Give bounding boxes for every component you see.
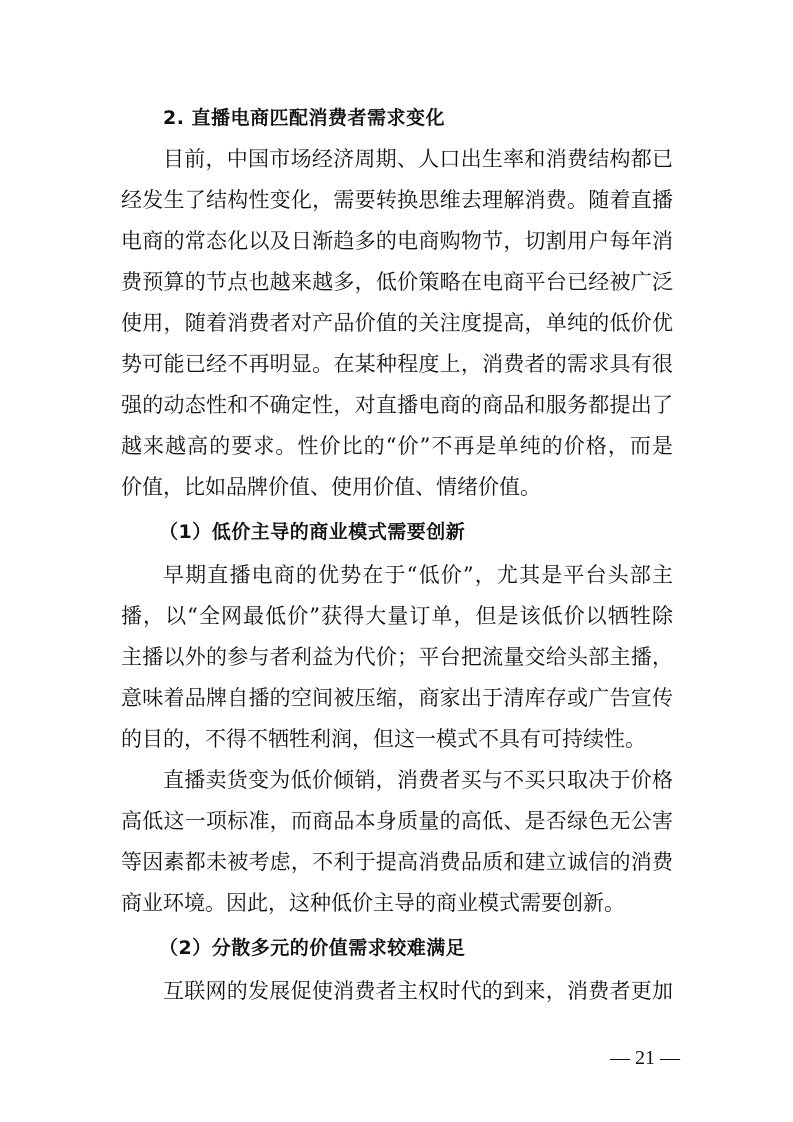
paragraph-line: 意味着品牌自播的空间被压缩，商家出于清库存或广告宣传 <box>121 686 673 710</box>
paragraph-line: 互联网的发展促使消费者主权时代的到来，消费者更加 <box>163 979 673 1003</box>
paragraph-line: 早期直播电商的优势在于“低价”，尤其是平台头部主 <box>163 563 673 587</box>
paragraph-line: 价值，比如品牌价值、使用价值、情绪价值。 <box>121 475 541 499</box>
paragraph-line: 的目的，不得不牺牲利润，但这一模式不具有可持续性。 <box>121 727 646 751</box>
paragraph-line: 费预算的节点也越来越多，低价策略在电商平台已经被广泛 <box>121 270 673 294</box>
paragraph-line: 商业环境。因此，这种低价主导的商业模式需要创新。 <box>121 891 625 915</box>
paragraph-line: 等因素都未被考虑，不利于提高消费品质和建立诚信的消费 <box>121 850 673 874</box>
subsection-heading: （1）低价主导的商业模式需要创新 <box>159 521 466 543</box>
paragraph-line: 越来越高的要求。性价比的“价”不再是单纯的价格，而是 <box>121 434 673 458</box>
paragraph-line: 高低这一项标准，而商品本身质量的高低、是否绿色无公害 <box>121 809 673 833</box>
paragraph-line: 主播以外的参与者利益为代价；平台把流量交给头部主播， <box>121 645 673 669</box>
paragraph-line: 经发生了结构性变化，需要转换思维去理解消费。随着直播 <box>121 188 673 212</box>
page-number: — 21 — <box>610 1047 680 1069</box>
paragraph-line: 势可能已经不再明显。在某种程度上，消费者的需求具有很 <box>121 352 673 376</box>
paragraph-line: 电商的常态化以及日渐趋多的电商购物节，切割用户每年消 <box>121 229 673 253</box>
paragraph-line: 目前，中国市场经济周期、人口出生率和消费结构都已 <box>163 147 673 171</box>
paragraph-line: 播，以“全网最低价”获得大量订单，但是该低价以牺牲除 <box>121 604 673 628</box>
section-heading: 2. 直播电商匹配消费者需求变化 <box>163 107 446 129</box>
paragraph-line: 使用，随着消费者对产品价值的关注度提高，单纯的低价优 <box>121 311 673 335</box>
paragraph-line: 强的动态性和不确定性，对直播电商的商品和服务都提出了 <box>121 393 673 417</box>
paragraph-line: 直播卖货变为低价倾销，消费者买与不买只取决于价格 <box>163 768 673 792</box>
subsection-heading: （2）分散多元的价值需求较难满足 <box>159 937 466 959</box>
